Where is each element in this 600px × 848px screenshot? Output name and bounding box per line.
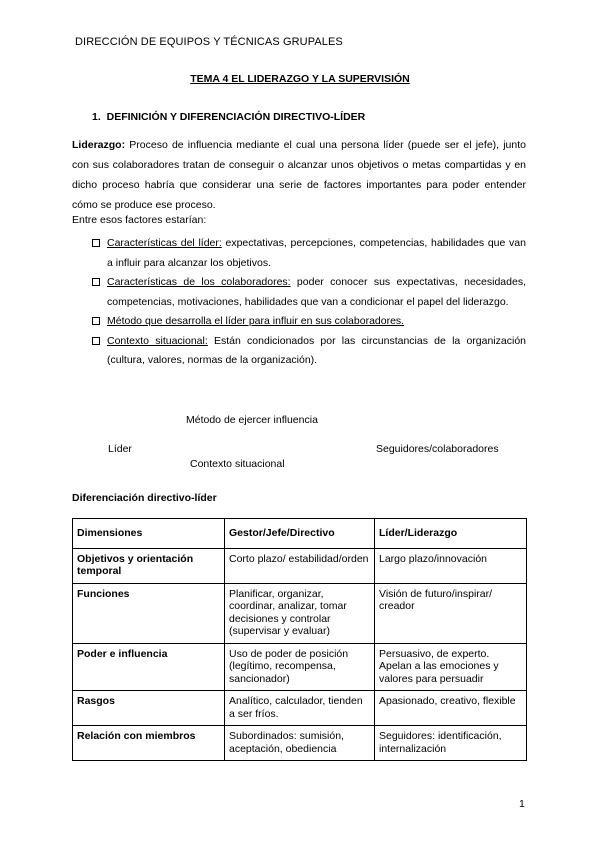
table-row	[73, 548, 527, 583]
table-cell: Visión de futuro/inspirar/ creador	[375, 583, 527, 643]
checkbox-bullet-icon	[92, 239, 100, 247]
factor-label: Características de los colaboradores:	[107, 276, 291, 288]
comparison-heading: Diferenciación directivo-líder	[72, 492, 217, 504]
comparison-table	[72, 518, 527, 761]
factor-text: expectativas, percepciones, competencias, habilidades que van a influir para alcanzar los objetivos.	[107, 237, 526, 269]
definition-paragraph	[72, 135, 526, 215]
table-cell: Poder e influencia	[73, 643, 225, 691]
column-header: Dimensiones	[73, 519, 225, 549]
diagram-leader-label: Líder	[108, 443, 132, 455]
checkbox-bullet-icon	[92, 337, 100, 345]
table-cell: Apasionado, creativo, flexible	[375, 691, 527, 726]
table-cell: Objetivos y orientación temporal	[73, 548, 225, 583]
table-row	[73, 691, 527, 726]
list-item	[92, 273, 526, 312]
table-cell: Subordinados: sumisión, aceptación, obediencia	[225, 726, 375, 761]
table-cell: Analítico, calculador, tienden a ser fríos.	[225, 691, 375, 726]
table-cell: Planificar, organizar, coordinar, analizar, tomar decisiones y controlar (supervisar y evaluar)	[225, 583, 375, 643]
table-row	[73, 726, 527, 761]
diagram-method-label: Método de ejercer influencia	[186, 414, 318, 426]
table-cell: Largo plazo/innovación	[375, 548, 527, 583]
running-header: DIRECCIÓN DE EQUIPOS Y TÉCNICAS GRUPALES	[75, 36, 343, 48]
table-header-row	[73, 519, 527, 549]
checkbox-bullet-icon	[92, 278, 100, 286]
definition-term: Liderazgo:	[72, 139, 126, 151]
diagram-context-label: Contexto situacional	[190, 458, 285, 470]
checkbox-bullet-icon	[92, 317, 100, 325]
table-row	[73, 643, 527, 691]
column-header: Líder/Liderazgo	[375, 519, 527, 549]
factor-label: Método que desarrolla el líder para influir en sus colaboradores.	[107, 315, 405, 327]
definition-text: Proceso de influencia mediante el cual una persona líder (puede ser el jefe), junto con sus colaboradores tratan de conseguir o alcanzar unos objetivos o metas compartidas y en dicho proceso habría que considerar una serie de factores importantes para poder entender cómo se produce ese proceso.	[72, 139, 526, 211]
table-cell: Seguidores: identificación, internalización	[375, 726, 527, 761]
column-header: Gestor/Jefe/Directivo	[225, 519, 375, 549]
table-cell: Funciones	[73, 583, 225, 643]
factors-intro: Entre esos factores estarían:	[72, 214, 207, 226]
page-number: 1	[519, 798, 525, 810]
section-heading	[92, 111, 365, 123]
table-cell: Relación con miembros	[73, 726, 225, 761]
list-item	[92, 234, 526, 273]
factor-label: Características del líder:	[107, 237, 222, 249]
factors-list	[92, 234, 526, 371]
list-item	[92, 332, 526, 371]
list-item	[92, 312, 526, 332]
diagram-followers-label: Seguidores/colaboradores	[376, 443, 499, 455]
factor-text: Están condicionados por las circunstancias de la organización (cultura, valores, normas de la organización).	[107, 334, 526, 366]
section-number: 1.	[92, 111, 101, 123]
table-cell: Uso de poder de posición (legítimo, recompensa, sancionador)	[225, 643, 375, 691]
section-title: DEFINICIÓN Y DIFERENCIACIÓN DIRECTIVO-LÍDER	[106, 111, 366, 123]
table-cell: Persuasivo, de experto. Apelan a las emociones y valores para persuadir	[375, 643, 527, 691]
table-cell: Corto plazo/ estabilidad/orden	[225, 548, 375, 583]
page-title: TEMA 4 EL LIDERAZGO Y LA SUPERVISIÓN	[190, 73, 410, 85]
factor-label: Contexto situacional:	[107, 334, 208, 347]
table-cell: Rasgos	[73, 691, 225, 726]
table-row	[73, 583, 527, 643]
factor-text: poder conocer sus expectativas, necesidades, competencias, motivaciones, habilidades que van a condicionar el papel del liderazgo.	[107, 276, 526, 308]
